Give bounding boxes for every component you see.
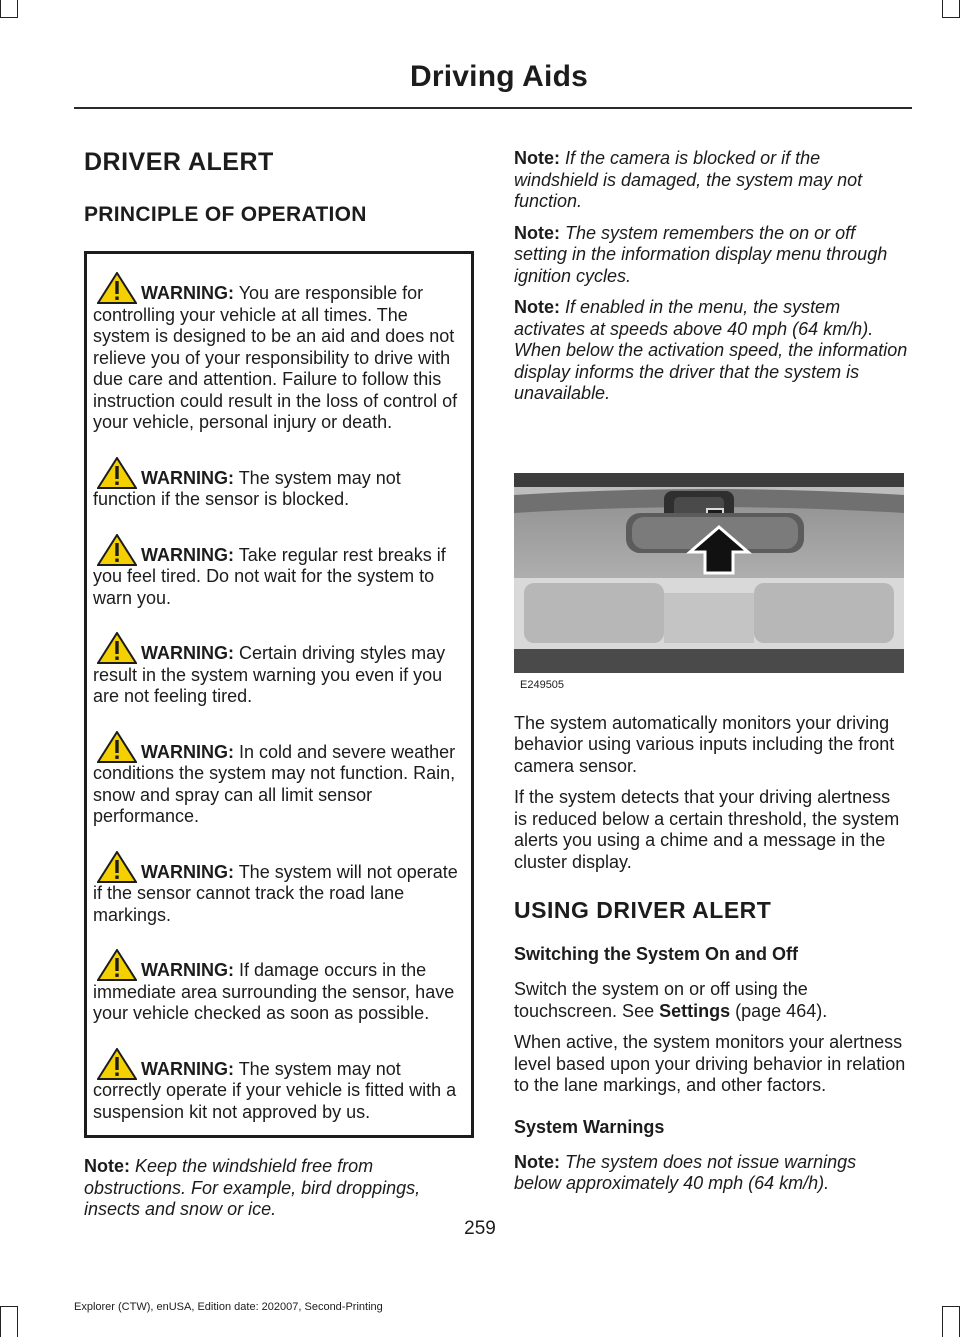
warning-item [93,534,463,610]
warning-text: The system may not correctly operate if your vehicle is fitted with a suspension kit not approved by us. [93,1058,457,1122]
header-divider [74,107,912,109]
warning-item [93,731,463,828]
warning-label: WARNING: [141,960,234,980]
note-label: Note: [514,222,560,243]
warning-triangle-icon [97,272,137,304]
warning-text: Certain driving styles may result in the system warning you even if you are not feeling tired. [93,643,446,706]
warning-triangle-icon [97,851,137,883]
note-label: Note: [514,148,560,168]
warning-item [93,272,463,434]
crop-mark [17,0,18,18]
note-text: If the camera is blocked or if the windshield is damaged, the system may not function. [514,148,863,211]
warning-item [93,1048,463,1124]
subheading-switching: Switching the System On and Off [514,944,799,964]
body-paragraph: When active, the system monitors your alertness level based upon your driving behavior in relation to the lane markings, and other factors. [514,1032,906,1095]
page-reference: (page 464). [735,1000,828,1021]
warning-label: WARNING: [141,643,234,663]
warning-item [93,949,463,1025]
note-paragraph [514,1152,908,1195]
section-title-using-driver-alert: USING DRIVER ALERT [514,897,772,923]
warning-label: WARNING: [141,1058,234,1079]
crop-mark [0,1306,18,1307]
warning-triangle-icon [97,949,137,981]
note-text: The system remembers the on or off setting in the information display menu through ignition cycles. [514,222,888,286]
warning-triangle-icon [97,534,137,566]
warning-text: In cold and severe weather conditions the system may not function. Rain, snow and spray can all limit sensor performance. [93,741,456,826]
subheading-system-warnings: System Warnings [514,1116,665,1137]
crop-mark [0,0,1,18]
warning-triangle-icon [97,1048,137,1080]
warning-triangle-icon [97,632,137,664]
body-paragraph [514,979,908,1022]
crop-mark [0,17,18,18]
section-title-driver-alert: DRIVER ALERT [84,148,274,176]
note-text: If enabled in the menu, the system activates at speeds above 40 mph (64 km/h). When below the activation speed, the information display informs the driver that the system is unavailable. [514,297,908,403]
note-paragraph [514,223,908,288]
warning-triangle-icon [97,731,137,763]
subsection-title-principle: PRINCIPLE OF OPERATION [84,203,367,226]
note-label: Note: [514,297,560,317]
note-text: Keep the windshield free from obstructions. For example, bird droppings, insects and snow or ice. [84,1156,421,1219]
warning-item [93,457,463,511]
crop-mark [942,17,960,18]
body-paragraph: The system automatically monitors your driving behavior using various inputs including the front camera sensor. [514,712,895,776]
page-header-title: Driving Aids [410,60,588,93]
camera-illustration [514,473,908,691]
note-paragraph [84,1156,474,1221]
image-reference-id: E249505 [520,678,565,691]
warning-text: Take regular rest breaks if you feel tired. Do not wait for the system to warn you. [93,544,446,608]
crop-mark [942,0,943,18]
left-column [84,148,474,1221]
body-paragraph: If the system detects that your driving alertness is reduced below a certain threshold, the system alerts you using a chime and a message in the cluster display. [514,787,900,872]
settings-cross-reference-link[interactable]: Settings [659,1000,731,1021]
warning-text: The system will not operate if the sensor cannot track the road lane markings. [93,861,458,925]
warning-label: WARNING: [141,861,234,882]
windshield-camera-photo [514,473,904,673]
right-column [514,148,908,1195]
warning-item [93,851,463,927]
warning-item [93,632,463,708]
note-label: Note: [84,1156,130,1176]
crop-mark [942,1307,943,1337]
warning-label: WARNING: [141,544,234,565]
warning-label: WARNING: [141,467,234,488]
warning-text: The system may not function if the sensor is blocked. [93,467,401,509]
note-paragraph [514,297,908,405]
warning-triangle-icon [97,457,137,489]
note-label: Note: [514,1151,560,1172]
warnings-box [84,251,474,1138]
crop-mark [0,1307,1,1337]
note-text: The system does not issue warnings below approximately 40 mph (64 km/h). [514,1151,857,1193]
warning-label: WARNING: [141,741,234,762]
note-paragraph [514,148,908,213]
warning-text: If damage occurs in the immediate area surrounding the sensor, have your vehicle checked as soon as possible. [93,960,455,1023]
crop-mark [942,1306,960,1307]
warning-text: You are responsible for controlling your vehicle at all times. The system is designed to be an aid and does not relieve you of your responsibility to drive with due care and attention. Failure to follow this instruction could result in the loss of control of your vehicle, personal injury or death. [93,283,458,432]
warning-label: WARNING: [141,283,234,303]
footer-edition-info: Explorer (CTW), enUSA, Edition date: 202007, Second-Printing [74,1301,383,1313]
page-number: 259 [464,1218,496,1239]
crop-mark [17,1307,18,1337]
body-text: Switch the system on or off using the touchscreen. See [514,979,808,1021]
